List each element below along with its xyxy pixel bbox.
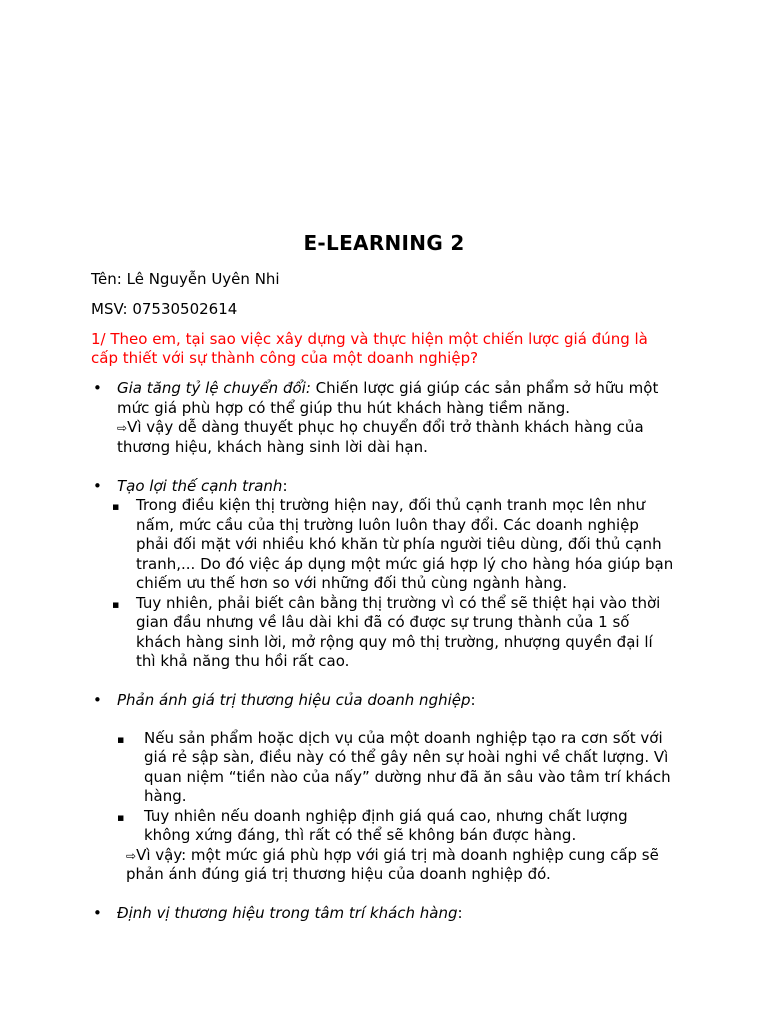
bullet1-arrow-line (117, 418, 644, 439)
bullet-marker: • (93, 379, 102, 397)
arrow-icon: ⇨ (126, 849, 137, 863)
bullet2-sub1-line: nấm, mức cầu của thị trường luôn luôn thay đổi. Các doanh nghiệp (136, 516, 639, 534)
bullet3-sub1-line: Nếu sản phẩm hoặc dịch vụ của một doanh nghiệp tạo ra cơn sốt với (144, 729, 663, 747)
bullet3-conclusion-line (126, 846, 659, 867)
question-line-2: cấp thiết với sự thành công của một doanh nghiệp? (91, 349, 479, 367)
square-bullet-icon: ▪ (112, 598, 120, 611)
bullet1-text: Chiến lược giá giúp các sản phẩm sở hữu một (310, 379, 659, 397)
bullet4-first-line (117, 904, 463, 924)
bullet3-heading: Phản ánh giá trị thương hiệu của doanh nghiệp (117, 691, 471, 709)
square-bullet-icon: ▪ (112, 500, 120, 513)
bullet-marker: • (93, 904, 102, 922)
student-name: Tên: Lê Nguyễn Uyên Nhi (91, 270, 280, 288)
bullet2-sub2-line: thì khả năng thu hồi rất cao. (136, 652, 350, 670)
bullet3-sub1-line: hàng. (144, 787, 187, 805)
bullet3-first-line (117, 691, 476, 711)
arrow-icon: ⇨ (117, 421, 128, 435)
bullet3-sub2-line: Tuy nhiên nếu doanh nghiệp định giá quá cao, nhưng chất lượng (144, 807, 628, 825)
conclusion-text: Vì vậy: một mức giá phù hợp với giá trị mà doanh nghiệp cung cấp sẽ (136, 846, 659, 864)
document-title: E-LEARNING 2 (303, 231, 465, 255)
bullet-marker: • (93, 477, 102, 495)
square-bullet-icon: ▪ (117, 733, 125, 746)
student-id: MSV: 07530502614 (91, 300, 238, 318)
bullet1-first-line (117, 379, 658, 399)
question-line-1: 1/ Theo em, tại sao việc xây dựng và thực hiện một chiến lược giá đúng là (91, 330, 648, 348)
bullet2-sub1-line: Trong điều kiện thị trường hiện nay, đối thủ cạnh tranh mọc lên như (136, 496, 645, 514)
bullet2-first-line (117, 477, 288, 497)
bullet2-sub1-line: tranh,... Do đó việc áp dụng một mức giá hợp lý cho hàng hóa giúp bạn (136, 555, 674, 573)
bullet2-heading: Tạo lợi thế cạnh tranh (117, 477, 283, 495)
bullet2-sub1-line: phải đối mặt với nhiều khó khăn từ phía người tiêu dùng, đối thủ cạnh (136, 535, 662, 553)
square-bullet-icon: ▪ (117, 811, 125, 824)
bullet3-sub1-line: giá rẻ sập sàn, điều này có thể gây nên sự hoài nghi về chất lượng. Vì (144, 748, 669, 766)
colon: : (457, 904, 463, 922)
bullet1-line: mức giá phù hợp có thể giúp thu hút khách hàng tiềm năng. (117, 399, 571, 417)
bullet-marker: • (93, 691, 102, 709)
colon: : (470, 691, 476, 709)
bullet3-sub1-line: quan niệm “tiền nào của nấy” dường như đã ăn sâu vào tâm trí khách (144, 768, 671, 786)
bullet1-line: Vì vậy dễ dàng thuyết phục họ chuyển đổi trở thành khách hàng của (127, 418, 644, 436)
colon: : (282, 477, 288, 495)
bullet2-sub2-line: Tuy nhiên, phải biết cân bằng thị trường vì có thể sẽ thiệt hại vào thời (136, 594, 661, 612)
bullet1-heading: Gia tăng tỷ lệ chuyển đổi: (117, 379, 311, 397)
bullet1-line: thương hiệu, khách hàng sinh lời dài hạn. (117, 438, 428, 456)
bullet2-sub2-line: khách hàng sinh lời, mở rộng quy mô thị trường, nhượng quyền đại lí (136, 633, 653, 651)
bullet4-heading: Định vị thương hiệu trong tâm trí khách hàng (117, 904, 458, 922)
bullet3-sub2-line: không xứng đáng, thì rất có thể sẽ không bán được hàng. (144, 826, 577, 844)
bullet3-conclusion-line: phản ánh đúng giá trị thương hiệu của doanh nghiệp đó. (126, 865, 551, 883)
bullet2-sub2-line: gian đầu nhưng về lâu dài khi đã có được sự trung thành của 1 số (136, 613, 630, 631)
bullet2-sub1-line: chiếm ưu thế hơn so với những đối thủ cùng ngành hàng. (136, 574, 568, 592)
